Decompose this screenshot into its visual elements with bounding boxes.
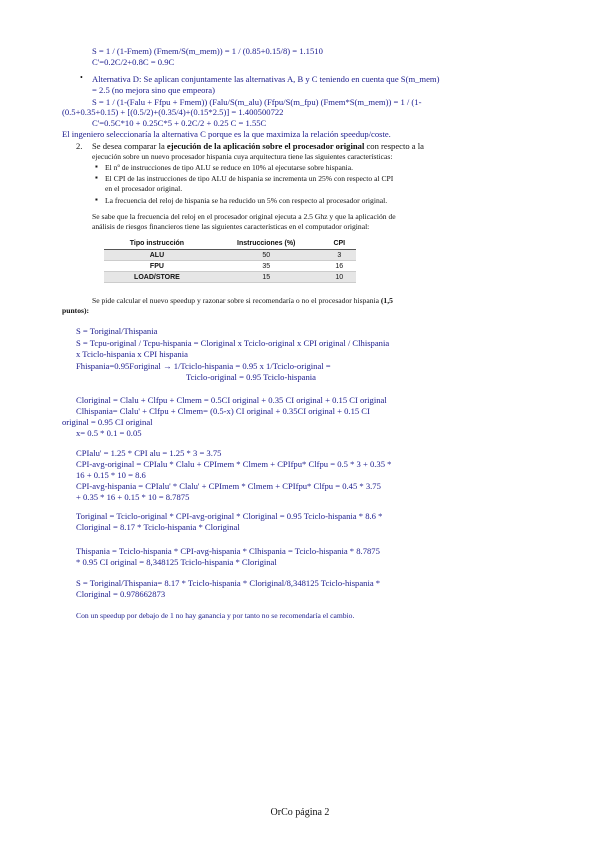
page-footer: OrCo página 2 [270,807,330,818]
solution-s1: S = Toriginal/Thispania [76,326,158,336]
bullet-3: ▪ [95,195,98,204]
solution-t2: Cloriginal = 8.17 * Tciclo-hispania * Cloriginal [76,522,240,532]
ask-line2: puntos): [62,306,90,315]
solution-c2: Clhispania= Clalu' + Clfpu + Clmem= (0.5-x) CI original + 0.35CI original + 0.15 CI [76,406,370,416]
solution-f1: S = Toriginal/Thispania= 8.17 * Tciclo-hispania * Cloriginal/8,348125 Tciclo-hispania * [76,578,381,588]
bullet-1: ▪ [95,162,98,171]
question-number: 2. [76,141,83,151]
question-line1: Se desea comparar la ejecución de la aplicación sobre el procesador original con respecto a la [92,141,424,151]
question-line2: ejecución sobre un nuevo procesador hispania cuya arquitectura tiene las siguientes características: [92,152,393,161]
solution-final: Con un speedup por debajo de 1 no hay ganancia y por tanto no se recomendaría el cambio. [76,611,355,620]
bullet-alt-d: • [80,73,83,82]
header-instrucciones: Instrucciones (%) [210,238,323,250]
formula-speedup-c: S = 1 / (1-Fmem) (Fmem/S(m_mem)) = 1 / (0.85+0.15/8) = 1.1510 [92,46,323,56]
table-row [104,272,356,283]
solution-f2: Cloriginal = 0.978662873 [76,589,166,599]
solution-s5: Tciclo-original = 0.95 Tciclo-hispania [186,372,316,382]
cell: 3 [323,250,356,261]
info-line1: Se sabe que la frecuencia del reloj en el procesador original ejecuta a 2.5 Ghz y que la aplicación de [92,212,396,221]
cell: 16 [323,261,356,272]
characteristic-1: El nº de instrucciones de tipo ALU se reduce en 10% al ejecutarse sobre hispania. [105,163,354,172]
solution-c4: x= 0.5 * 0.1 = 0.05 [76,428,142,438]
solution-s2: S = Tcpu-original / Tcpu-hispania = Cloriginal x Tciclo-original x CPI original / Clhispania [76,338,390,348]
solution-h2: * 0.95 CI original = 8,348125 Tciclo-hispania * Cloriginal [76,557,277,567]
cell: FPU [104,261,210,272]
cell: 35 [210,261,323,272]
table-row [104,261,356,272]
bullet-2: ▪ [95,173,98,182]
alt-d-line4: (0.5+0.35+0.15) + [(0.5/2)+(0.35/4)+(0.15*2.5)] = 1.400500722 [62,107,284,117]
solution-p5: + 0.35 * 16 + 0.15 * 10 = 8.7875 [76,492,190,502]
ask-line1: Se pide calcular el nuevo speedup y razonar sobre si recomendaría o no el procesador hispania (1,5 [92,296,393,305]
cell: 50 [210,250,323,261]
solution-p3: 16 + 0.15 * 10 = 8.6 [76,470,146,480]
alt-d-line5: C'=0.5C*10 + 0.25C*5 + 0.2C/2 + 0.25 C = 1.55C [92,118,267,128]
characteristic-3: La frecuencia del reloj de hispania se ha reducido un 5% con respecto al procesador original. [105,196,388,205]
header-tipo: Tipo instrucción [104,238,210,250]
solution-c3: original = 0.95 CI original [62,417,153,427]
alt-d-line1: Alternativa D: Se aplican conjuntamente las alternativas A, B y C teniendo en cuenta que S(m_mem) [92,74,440,84]
alt-d-line2: = 2.5 (no mejora sino que empeora) [92,85,215,95]
header-cpi: CPI [323,238,356,250]
instruction-table [104,238,356,283]
solution-c1: Cloriginal = Clalu + Clfpu + Clmem = 0.5CI original + 0.35 CI original + 0.15 CI original [76,395,387,405]
alt-d-line3: S = 1 / (1-(Falu + Ffpu + Fmem)) (Falu/S(m_alu) (Ffpu/S(m_fpu) (Fmem*S(m_mem)) = 1 / (1- [92,97,422,107]
cell: 10 [323,272,356,283]
cell: ALU [104,250,210,261]
cell: LOAD/STORE [104,272,210,283]
table-row [104,250,356,261]
solution-p1: CPIalu' = 1.25 * CPI alu = 1.25 * 3 = 3.75 [76,448,222,458]
cell: 15 [210,272,323,283]
solution-h1: Thispania = Tciclo-hispania * CPI-avg-hispania * Clhispania = Tciclo-hispania * 8.7875 [76,546,380,556]
solution-s4: Fhispania=0.95Foriginal → 1/Tciclo-hispania = 0.95 x 1/Tciclo-original = [76,361,331,371]
characteristic-2a: El CPI de las instrucciones de tipo ALU de hispania se incrementa un 25% con respecto al CPI [105,174,394,183]
info-line2: análisis de riesgos financieros tiene las siguientes características en el computador original: [92,222,370,231]
solution-p2: CPI-avg-original = CPIalu * Clalu + CPImem * Clmem + CPIfpu* Clfpu = 0.5 * 3 + 0.35 * [76,459,392,469]
characteristic-2b: en el procesador original. [105,184,183,193]
solution-p4: CPI-avg-hispania = CPIalu' * Clalu' + CPImem * Clmem + CPIfpu* Clfpu = 0.45 * 3.75 [76,481,381,491]
solution-t1: Toriginal = Tciclo-original * CPI-avg-original * Cloriginal = 0.95 Tciclo-hispania * 8.6 * [76,511,383,521]
solution-s3: x Tciclo-hispania x CPI hispania [76,349,188,359]
conclusion-text: El ingeniero seleccionaría la alternativa C porque es la que maximiza la relación speedup/coste. [62,129,391,139]
formula-cost-c: C'=0.2C/2+0.8C = 0.9C [92,57,175,67]
